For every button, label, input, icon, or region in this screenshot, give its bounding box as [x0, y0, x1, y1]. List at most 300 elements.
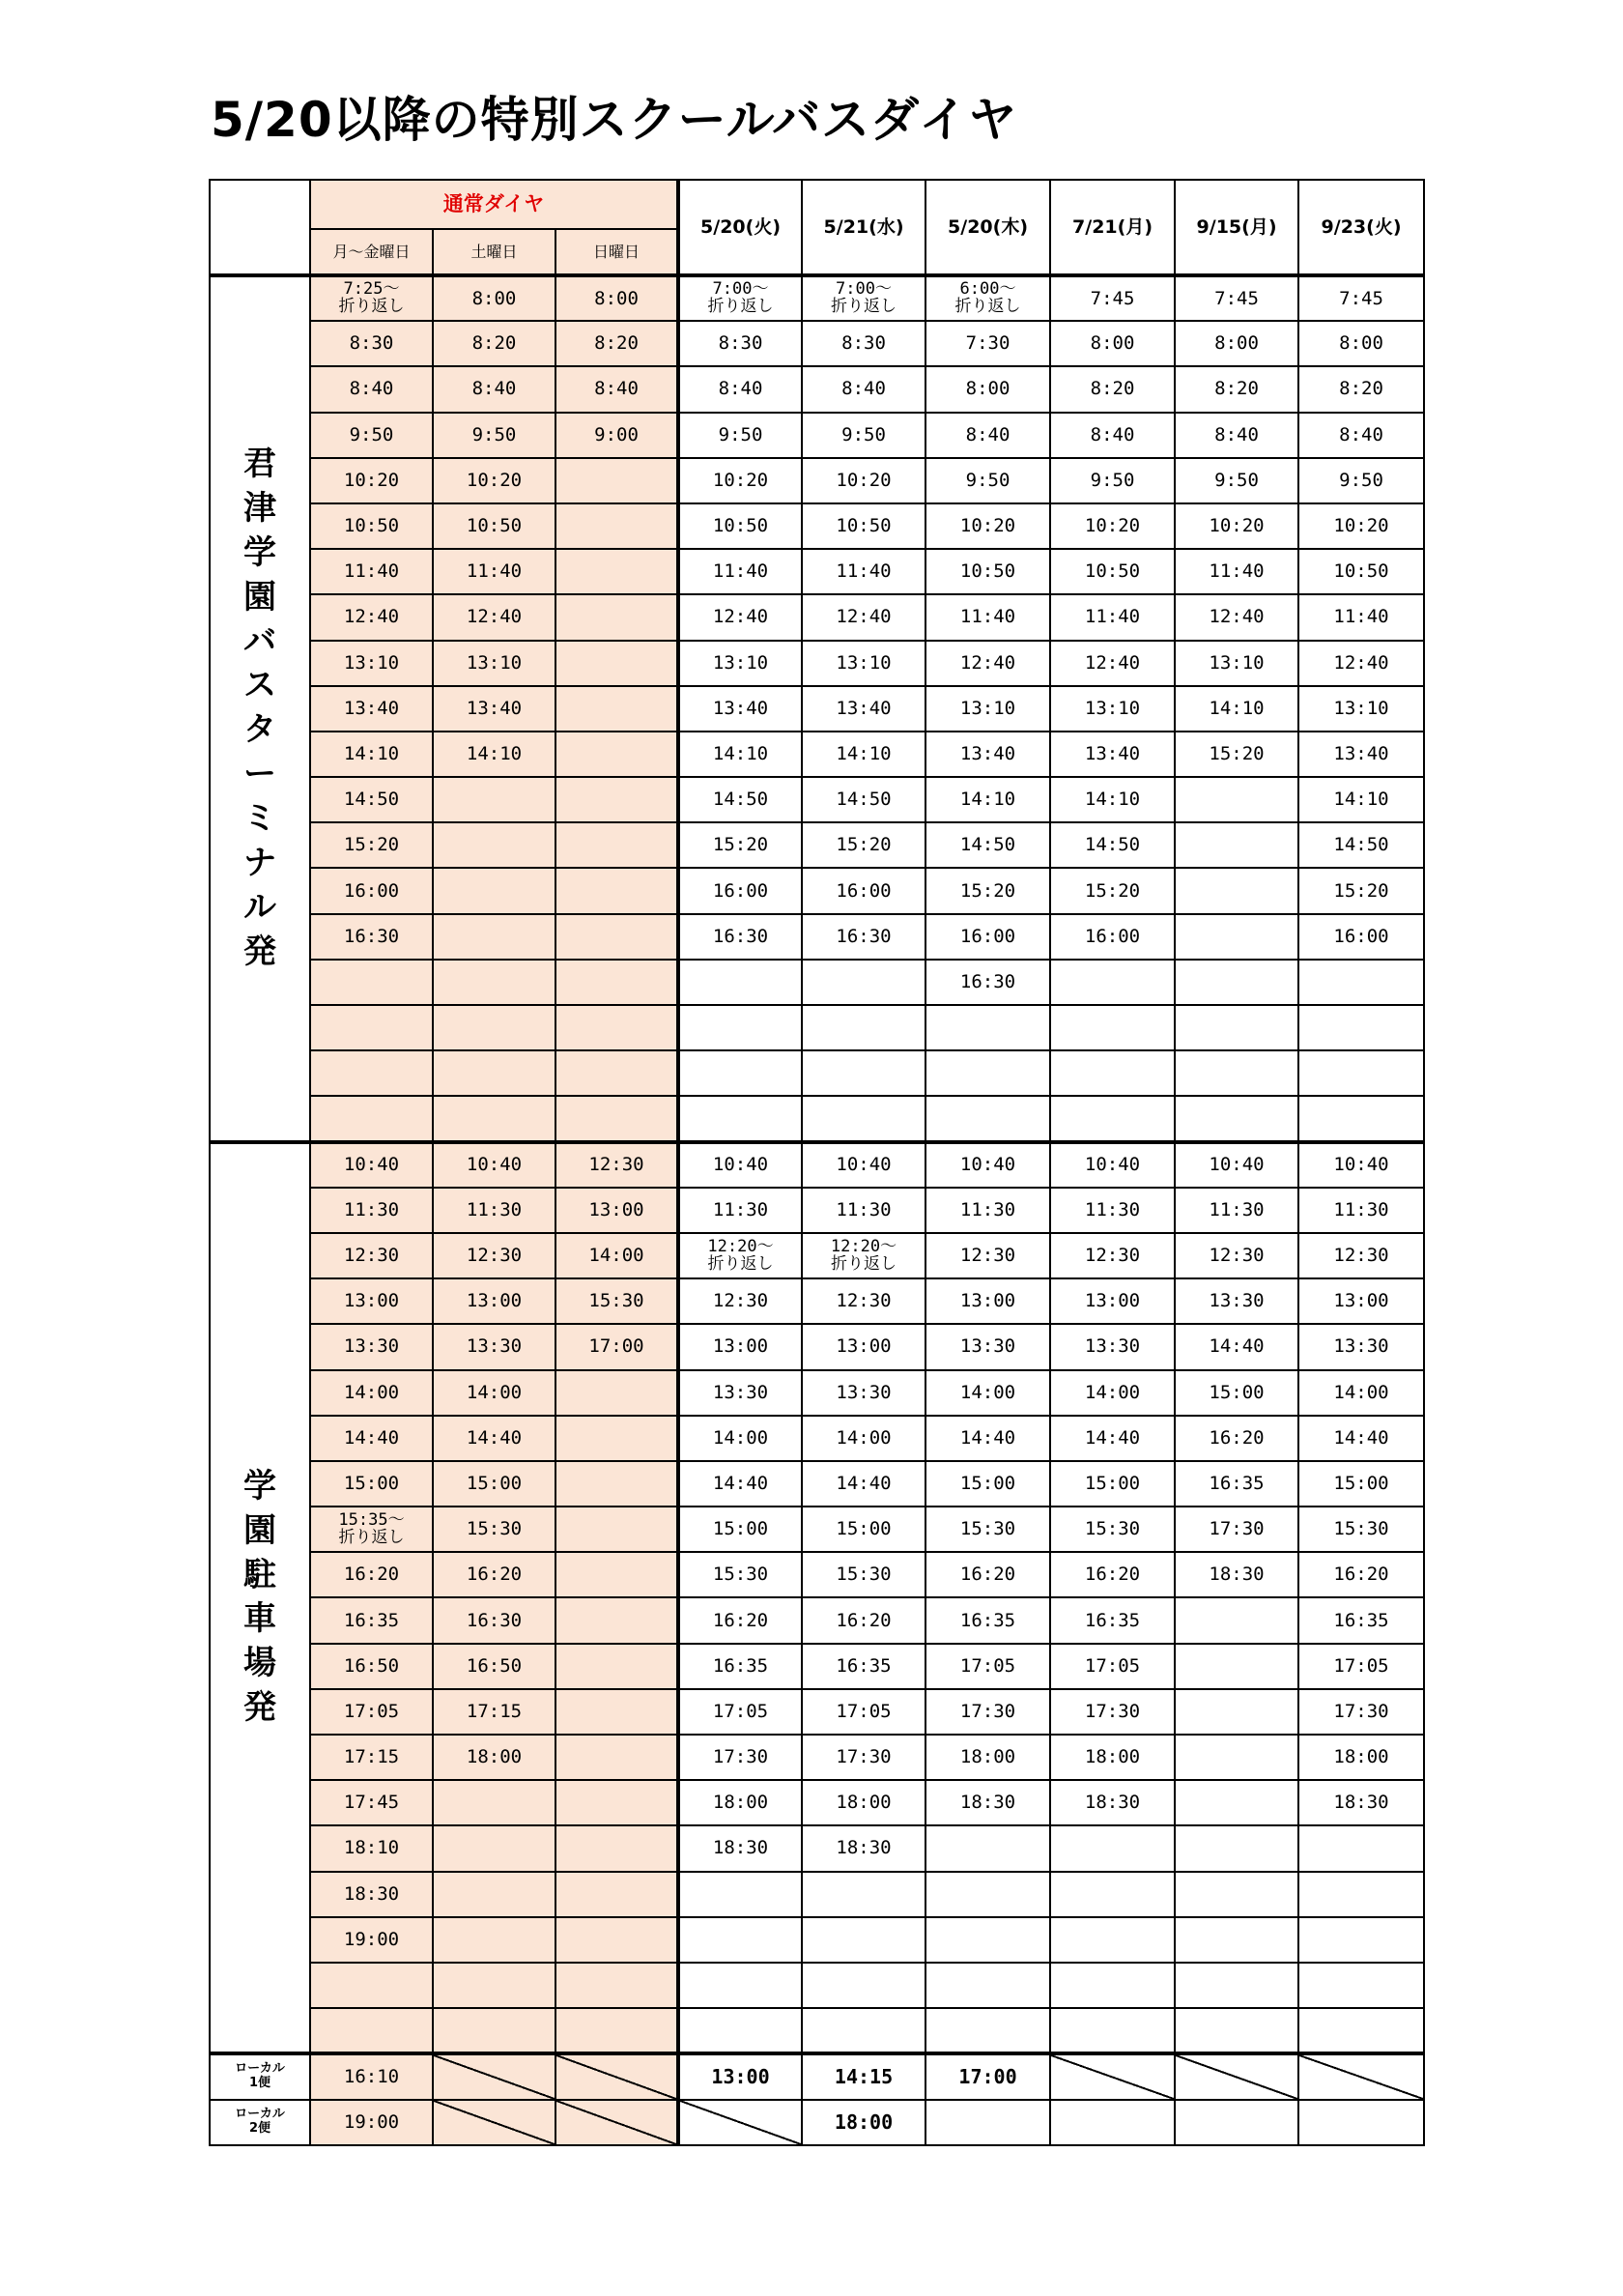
time-cell: 9:50 [310, 413, 433, 458]
time-cell: 14:40 [433, 1416, 555, 1461]
not-applicable-cell [433, 2053, 555, 2099]
empty-cell [925, 1096, 1050, 1141]
empty-cell [1175, 822, 1298, 868]
time-cell: 17:30 [678, 1735, 802, 1780]
empty-cell [555, 1507, 678, 1552]
time-cell: 8:30 [802, 321, 925, 366]
time-cell: 16:10 [310, 2053, 433, 2099]
timetable-row [210, 1324, 1424, 1369]
empty-cell [1175, 1096, 1298, 1141]
time-cell: 13:30 [678, 1370, 802, 1416]
local-service-label: ローカル 2便 [210, 2100, 310, 2145]
time-cell: 17:05 [802, 1689, 925, 1735]
local-service-row [210, 2053, 1424, 2099]
empty-cell [555, 2008, 678, 2053]
time-cell: 15:20 [1050, 868, 1175, 913]
time-cell: 14:50 [678, 777, 802, 822]
time-cell: 14:10 [310, 732, 433, 777]
time-cell: 11:30 [925, 1188, 1050, 1233]
timetable-row [210, 413, 1424, 458]
not-applicable-cell [555, 2100, 678, 2145]
day-type-header: 日曜日 [555, 229, 678, 275]
timetable-row [210, 594, 1424, 640]
time-cell: 13:00 [1050, 1278, 1175, 1324]
time-cell: 10:50 [678, 503, 802, 549]
time-cell: 13:40 [802, 686, 925, 732]
time-cell: 16:20 [433, 1552, 555, 1597]
time-cell: 17:30 [1175, 1507, 1298, 1552]
timetable-row [210, 1780, 1424, 1825]
time-cell: 12:30 [1050, 1233, 1175, 1278]
empty-cell [925, 2008, 1050, 2053]
time-cell: 14:40 [1175, 1324, 1298, 1369]
local-service-row [210, 2100, 1424, 2145]
time-cell: 15:30 [1050, 1507, 1175, 1552]
time-cell: 12:40 [1298, 641, 1424, 686]
time-cell: 14:40 [802, 1461, 925, 1507]
time-cell: 11:40 [1298, 594, 1424, 640]
timetable-row [210, 1096, 1424, 1141]
time-cell: 14:50 [1298, 822, 1424, 868]
time-cell: 10:20 [678, 458, 802, 503]
time-cell: 14:10 [678, 732, 802, 777]
time-cell: 13:30 [1175, 1278, 1298, 1324]
time-cell: 16:50 [310, 1644, 433, 1689]
empty-cell [678, 1050, 802, 1096]
timetable-row [210, 1188, 1424, 1233]
time-cell: 8:40 [310, 366, 433, 412]
time-cell: 15:30 [555, 1278, 678, 1324]
time-cell: 10:50 [1298, 549, 1424, 594]
time-cell: 14:00 [802, 1416, 925, 1461]
timetable-row [210, 1917, 1424, 1963]
time-cell: 15:20 [1298, 868, 1424, 913]
empty-cell [555, 1370, 678, 1416]
empty-cell [802, 1917, 925, 1963]
time-cell: 13:00 [433, 1278, 555, 1324]
time-cell: 18:00 [1050, 1735, 1175, 1780]
time-cell: 15:20 [925, 868, 1050, 913]
time-cell: 17:15 [433, 1689, 555, 1735]
empty-cell [1175, 2008, 1298, 2053]
time-cell: 8:00 [1050, 321, 1175, 366]
date-header: 9/15(月) [1175, 180, 1298, 275]
time-cell: 15:30 [1298, 1507, 1424, 1552]
time-cell: 17:05 [1298, 1644, 1424, 1689]
empty-cell [1298, 1825, 1424, 1871]
empty-cell [433, 777, 555, 822]
empty-cell [1175, 777, 1298, 822]
empty-cell [555, 960, 678, 1005]
empty-cell [678, 960, 802, 1005]
empty-cell [802, 2008, 925, 2053]
empty-cell [433, 1050, 555, 1096]
time-cell: 16:20 [802, 1597, 925, 1643]
time-cell: 16:35 [925, 1597, 1050, 1643]
time-cell: 18:00 [802, 1780, 925, 1825]
timetable-row [210, 1872, 1424, 1917]
time-cell: 8:20 [1050, 366, 1175, 412]
timetable-row [210, 275, 1424, 321]
time-cell: 18:10 [310, 1825, 433, 1871]
time-cell: 9:50 [802, 413, 925, 458]
empty-cell [678, 1917, 802, 1963]
time-cell: 14:40 [1050, 1416, 1175, 1461]
time-cell: 15:20 [802, 822, 925, 868]
time-cell: 12:30 [802, 1278, 925, 1324]
time-cell: 8:20 [1175, 366, 1298, 412]
time-cell: 10:40 [433, 1142, 555, 1188]
empty-cell [555, 503, 678, 549]
empty-cell [555, 1780, 678, 1825]
time-cell: 13:10 [310, 641, 433, 686]
empty-cell [1050, 1825, 1175, 1871]
time-cell: 13:40 [1298, 732, 1424, 777]
time-cell: 8:40 [925, 413, 1050, 458]
timetable-row [210, 1644, 1424, 1689]
timetable-row [210, 1552, 1424, 1597]
time-cell: 13:30 [1050, 1324, 1175, 1369]
day-type-header: 月～金曜日 [310, 229, 433, 275]
time-cell: 10:40 [678, 1142, 802, 1188]
time-cell: 17:00 [925, 2053, 1050, 2099]
time-cell: 13:00 [925, 1278, 1050, 1324]
timetable-row [210, 1689, 1424, 1735]
time-cell: 8:40 [433, 366, 555, 412]
time-cell: 14:50 [310, 777, 433, 822]
time-cell: 9:50 [433, 413, 555, 458]
empty-cell [1050, 1096, 1175, 1141]
time-cell: 14:10 [433, 732, 555, 777]
time-cell: 13:00 [1298, 1278, 1424, 1324]
time-cell: 17:05 [310, 1689, 433, 1735]
timetable-row [210, 868, 1424, 913]
empty-cell [678, 1872, 802, 1917]
time-cell: 15:20 [678, 822, 802, 868]
time-cell: 8:40 [555, 366, 678, 412]
time-cell: 14:00 [555, 1233, 678, 1278]
empty-cell [433, 1917, 555, 1963]
time-cell: 11:30 [802, 1188, 925, 1233]
empty-cell [1175, 1917, 1298, 1963]
time-cell: 12:30 [433, 1233, 555, 1278]
time-cell: 8:40 [1298, 413, 1424, 458]
time-cell: 16:35 [1175, 1461, 1298, 1507]
time-cell: 14:50 [1050, 822, 1175, 868]
timetable-row [210, 549, 1424, 594]
time-cell: 10:20 [1298, 503, 1424, 549]
time-cell: 16:35 [802, 1644, 925, 1689]
time-cell: 12:30 [678, 1278, 802, 1324]
time-cell: 14:10 [1175, 686, 1298, 732]
empty-cell [555, 686, 678, 732]
empty-cell [310, 1963, 433, 2008]
empty-cell [555, 641, 678, 686]
time-cell: 15:00 [678, 1507, 802, 1552]
time-cell: 13:30 [802, 1370, 925, 1416]
empty-cell [555, 1917, 678, 1963]
empty-cell [433, 1005, 555, 1050]
empty-cell [1050, 960, 1175, 1005]
time-cell: 9:50 [1298, 458, 1424, 503]
empty-cell [1175, 1735, 1298, 1780]
time-cell: 8:40 [1175, 413, 1298, 458]
empty-cell [1298, 1096, 1424, 1141]
time-cell: 10:40 [1050, 1142, 1175, 1188]
timetable-row [210, 366, 1424, 412]
empty-cell [555, 1096, 678, 1141]
time-cell: 10:20 [925, 503, 1050, 549]
time-cell: 8:20 [433, 321, 555, 366]
time-cell: 12:40 [433, 594, 555, 640]
empty-cell [1175, 1005, 1298, 1050]
time-cell: 15:30 [802, 1552, 925, 1597]
timetable-row [210, 1597, 1424, 1643]
time-cell: 15:30 [433, 1507, 555, 1552]
time-cell: 13:30 [433, 1324, 555, 1369]
empty-cell [555, 1689, 678, 1735]
time-cell: 12:40 [802, 594, 925, 640]
time-cell: 17:45 [310, 1780, 433, 1825]
time-cell: 16:20 [1175, 1416, 1298, 1461]
timetable-row [210, 822, 1424, 868]
empty-cell [1298, 1005, 1424, 1050]
time-cell: 17:00 [555, 1324, 678, 1369]
day-type-header: 土曜日 [433, 229, 555, 275]
time-cell: 8:00 [1175, 321, 1298, 366]
empty-cell [802, 1872, 925, 1917]
time-cell: 13:40 [310, 686, 433, 732]
timetable-row [210, 1825, 1424, 1871]
time-cell: 10:20 [802, 458, 925, 503]
time-cell: 16:30 [925, 960, 1050, 1005]
not-applicable-cell [1050, 2053, 1175, 2099]
empty-cell [1175, 1644, 1298, 1689]
local-service-label: ローカル 1便 [210, 2053, 310, 2099]
empty-cell [1298, 960, 1424, 1005]
not-applicable-cell [678, 2100, 802, 2145]
time-cell: 12:20～ 折り返し [678, 1233, 802, 1278]
time-cell: 9:50 [1050, 458, 1175, 503]
time-cell: 18:30 [1298, 1780, 1424, 1825]
section-label: 学園駐車場発 [210, 1142, 310, 2054]
empty-cell [555, 1963, 678, 2008]
time-cell: 16:30 [678, 914, 802, 960]
time-cell: 16:00 [802, 868, 925, 913]
time-cell: 16:30 [433, 1597, 555, 1643]
time-cell: 15:30 [925, 1507, 1050, 1552]
header-corner [210, 180, 310, 275]
empty-cell [802, 1963, 925, 2008]
empty-cell [1050, 2008, 1175, 2053]
time-cell: 15:20 [310, 822, 433, 868]
timetable-row [210, 458, 1424, 503]
time-cell: 15:00 [310, 1461, 433, 1507]
time-cell: 8:00 [555, 275, 678, 321]
empty-cell [555, 1050, 678, 1096]
empty-cell [310, 1096, 433, 1141]
time-cell: 16:35 [1298, 1597, 1424, 1643]
time-cell: 14:00 [310, 1370, 433, 1416]
empty-cell [678, 1005, 802, 1050]
time-cell: 13:40 [1050, 732, 1175, 777]
time-cell: 13:10 [433, 641, 555, 686]
timetable-row [210, 1050, 1424, 1096]
timetable-row [210, 321, 1424, 366]
empty-cell [555, 1416, 678, 1461]
time-cell: 15:35～ 折り返し [310, 1507, 433, 1552]
time-cell: 10:40 [802, 1142, 925, 1188]
time-cell: 7:45 [1298, 275, 1424, 321]
time-cell: 17:05 [678, 1689, 802, 1735]
empty-cell [1050, 1005, 1175, 1050]
time-cell: 10:50 [1050, 549, 1175, 594]
empty-cell [678, 1963, 802, 2008]
empty-cell [310, 960, 433, 1005]
empty-cell [433, 1872, 555, 1917]
time-cell: 13:10 [925, 686, 1050, 732]
time-cell: 10:50 [802, 503, 925, 549]
time-cell: 15:00 [1175, 1370, 1298, 1416]
empty-cell [1175, 914, 1298, 960]
time-cell: 13:10 [802, 641, 925, 686]
time-cell: 19:00 [310, 2100, 433, 2145]
time-cell: 18:30 [1175, 1552, 1298, 1597]
time-cell: 8:20 [1298, 366, 1424, 412]
empty-cell [1050, 1872, 1175, 1917]
time-cell: 7:00～ 折り返し [678, 275, 802, 321]
time-cell: 8:00 [925, 366, 1050, 412]
time-cell: 14:00 [925, 1370, 1050, 1416]
time-cell: 12:30 [310, 1233, 433, 1278]
time-cell: 11:40 [1175, 549, 1298, 594]
time-cell: 10:40 [1298, 1142, 1424, 1188]
time-cell: 10:20 [310, 458, 433, 503]
time-cell: 18:00 [925, 1735, 1050, 1780]
time-cell: 14:40 [1298, 1416, 1424, 1461]
time-cell: 8:40 [1050, 413, 1175, 458]
time-cell: 16:00 [678, 868, 802, 913]
empty-cell [1050, 1917, 1175, 1963]
timetable-row [210, 777, 1424, 822]
time-cell: 17:30 [1298, 1689, 1424, 1735]
time-cell: 13:10 [1050, 686, 1175, 732]
time-cell: 10:40 [310, 1142, 433, 1188]
time-cell: 16:30 [802, 914, 925, 960]
empty-cell [433, 2008, 555, 2053]
time-cell: 16:00 [1298, 914, 1424, 960]
not-applicable-cell [1175, 2053, 1298, 2099]
time-cell: 17:30 [1050, 1689, 1175, 1735]
time-cell: 10:50 [310, 503, 433, 549]
time-cell: 12:30 [555, 1142, 678, 1188]
time-cell: 18:00 [678, 1780, 802, 1825]
page-title: 5/20以降の特別スクールバスダイヤ [211, 92, 1018, 148]
time-cell: 15:30 [678, 1552, 802, 1597]
time-cell: 10:50 [925, 549, 1050, 594]
empty-cell [925, 1825, 1050, 1871]
time-cell: 10:40 [925, 1142, 1050, 1188]
time-cell: 18:30 [678, 1825, 802, 1871]
time-cell: 13:10 [678, 641, 802, 686]
time-cell: 17:05 [1050, 1644, 1175, 1689]
empty-cell [802, 960, 925, 1005]
empty-cell [678, 1096, 802, 1141]
time-cell: 11:40 [925, 594, 1050, 640]
time-cell: 9:50 [1175, 458, 1298, 503]
time-cell: 12:30 [1175, 1233, 1298, 1278]
timetable-row [210, 1416, 1424, 1461]
empty-cell [555, 732, 678, 777]
time-cell: 13:40 [678, 686, 802, 732]
not-applicable-cell [433, 2100, 555, 2145]
date-header: 7/21(月) [1050, 180, 1175, 275]
time-cell: 13:40 [925, 732, 1050, 777]
empty-cell [555, 777, 678, 822]
date-header: 5/20(木) [925, 180, 1050, 275]
timetable-row [210, 1005, 1424, 1050]
time-cell: 12:30 [1298, 1233, 1424, 1278]
time-cell: 11:40 [1050, 594, 1175, 640]
date-header: 5/21(水) [802, 180, 925, 275]
time-cell: 9:00 [555, 413, 678, 458]
regular-schedule-header: 通常ダイヤ [310, 180, 678, 229]
time-cell: 18:30 [925, 1780, 1050, 1825]
time-cell: 18:30 [1050, 1780, 1175, 1825]
timetable-row [210, 686, 1424, 732]
time-cell: 11:40 [433, 549, 555, 594]
empty-cell [433, 914, 555, 960]
time-cell: 7:25～ 折り返し [310, 275, 433, 321]
empty-cell [1175, 1872, 1298, 1917]
time-cell: 14:10 [925, 777, 1050, 822]
empty-cell [925, 1005, 1050, 1050]
time-cell: 14:50 [802, 777, 925, 822]
empty-cell [1175, 2100, 1298, 2145]
empty-cell [555, 1644, 678, 1689]
not-applicable-cell [555, 2053, 678, 2099]
time-cell: 7:45 [1050, 275, 1175, 321]
empty-cell [1050, 1963, 1175, 2008]
empty-cell [678, 2008, 802, 2053]
time-cell: 8:40 [678, 366, 802, 412]
time-cell: 16:00 [925, 914, 1050, 960]
time-cell: 7:30 [925, 321, 1050, 366]
time-cell: 14:00 [678, 1416, 802, 1461]
time-cell: 16:00 [1050, 914, 1175, 960]
time-cell: 15:00 [433, 1461, 555, 1507]
time-cell: 14:40 [925, 1416, 1050, 1461]
time-cell: 14:40 [678, 1461, 802, 1507]
time-cell: 11:30 [433, 1188, 555, 1233]
time-cell: 12:40 [925, 641, 1050, 686]
time-cell: 14:00 [433, 1370, 555, 1416]
time-cell: 19:00 [310, 1917, 433, 1963]
time-cell: 13:00 [310, 1278, 433, 1324]
empty-cell [1050, 2100, 1175, 2145]
time-cell: 8:30 [678, 321, 802, 366]
time-cell: 16:20 [310, 1552, 433, 1597]
time-cell: 8:20 [555, 321, 678, 366]
timetable-row [210, 1507, 1424, 1552]
empty-cell [1298, 1917, 1424, 1963]
time-cell: 17:15 [310, 1735, 433, 1780]
time-cell: 18:00 [802, 2100, 925, 2145]
date-header: 9/23(火) [1298, 180, 1424, 275]
time-cell: 14:00 [1298, 1370, 1424, 1416]
empty-cell [1175, 960, 1298, 1005]
empty-cell [433, 868, 555, 913]
